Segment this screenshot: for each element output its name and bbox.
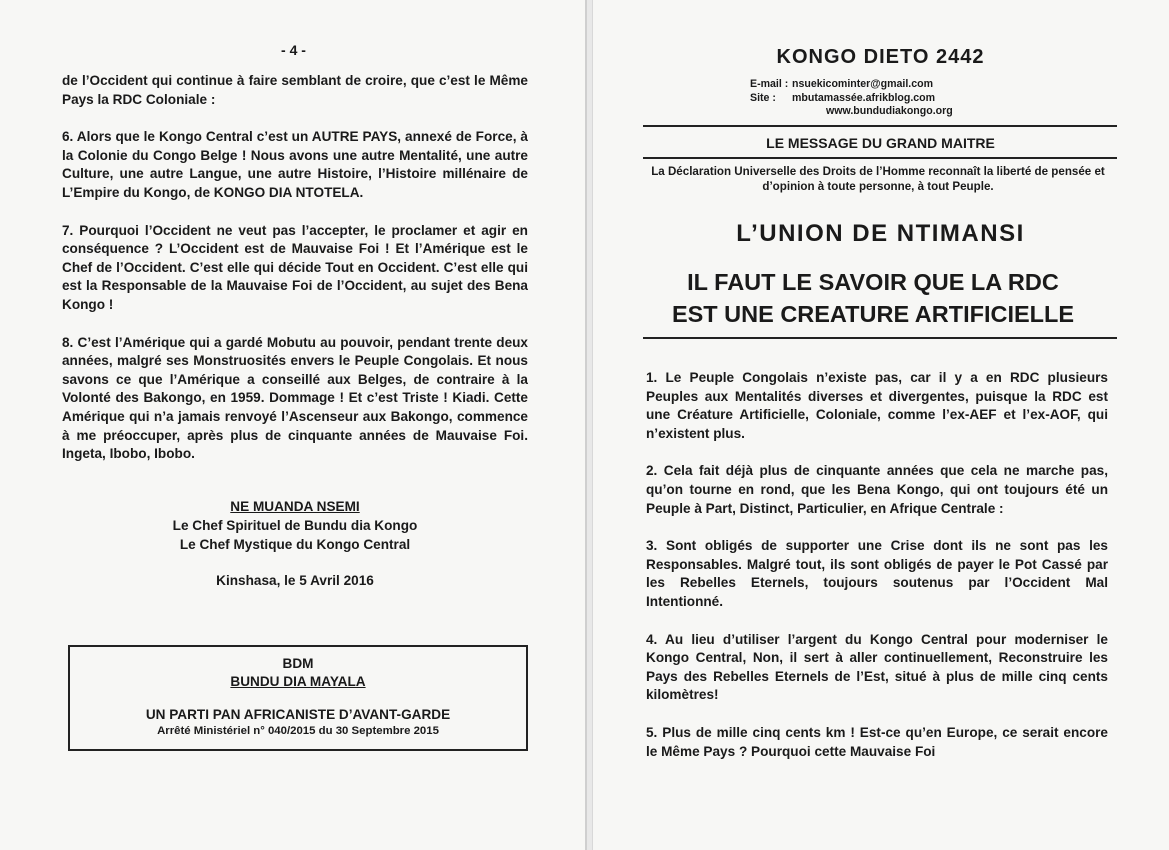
divider xyxy=(643,157,1117,159)
email-label: E-mail : xyxy=(750,78,789,90)
paragraph: 2. Cela fait déjà plus de cinquante années que cela ne marche pas, qu’on tourne en rond, que les Bena Kongo, qui ont toujours été un Peuple à Part, Distinct, Particulier, en Afrique Centrale : xyxy=(646,463,1108,516)
paragraph: 5. Plus de mille cinq cents km ! Est-ce qu’en Europe, ce serait encore le Même Pays ? Pourquoi cette Mauvaise Foi xyxy=(646,724,1108,759)
divider xyxy=(643,125,1117,127)
contact-block xyxy=(750,78,990,119)
declaration-text: La Déclaration Universelle des Droits de l’Homme reconnaît la liberté de pensée et d’opinion à toute personne, à tout Peuple. xyxy=(651,165,1105,193)
headline-line-1: IL FAUT LE SAVOIR QUE LA RDC xyxy=(687,269,1059,295)
message-heading: LE MESSAGE DU GRAND MAITRE xyxy=(766,135,995,151)
paragraph: 6. Alors que le Kongo Central c’est un AUTRE PAYS, annexé de Force, à la Colonie du Congo Belge ! Nous avons une autre Mentalité, une autre Culture, une autre Langue, une autre Histoire, l’Histoire millénaire de L’Empire du Kongo, de KONGO DIA NTOTELA. xyxy=(62,129,528,200)
newsletter-title: KONGO DIETO 2442 xyxy=(776,46,985,68)
headline-line-2: EST UNE CREATURE ARTIFICIELLE xyxy=(671,301,1075,327)
place-date: Kinshasa, le 5 Avril 2016 xyxy=(216,573,374,588)
bdm-box xyxy=(68,645,528,751)
bdm-arrete: Arrêté Ministériel n° 040/2015 du 30 Septembre 2015 xyxy=(157,725,439,737)
paragraph: 1. Le Peuple Congolais n’existe pas, car il y a en RDC plusieurs Peuples aux Mentalités diverses et divergentes, puisque la RDC est une Créature Artificielle, Coloniale, comme l’ex-AEF et l’ex-AOF, qui n’existent plus. xyxy=(646,370,1108,441)
right-text-column xyxy=(646,369,1108,780)
paragraph: 4. Au lieu d’utiliser l’argent du Kongo Central pour moderniser le Kongo Central, Non, il sert à aller continuellement, Reconstruire les Pays des Rebelles Eternels de l’Est, situé à plus de mille cinq cents kilomètres! xyxy=(646,631,1108,703)
paragraph: 7. Pourquoi l’Occident ne veut pas l’accepter, le proclamer et agir en conséquence ? L’Occident est de Mauvaise Foi ! Et l’Amérique est le Chef de l’Occident. C’est elle qui décide Tout en Occident. C’est elle qui est la Responsable de la Mauvaise Foi de l’Occident, au sujet des Bena Kongo ! xyxy=(62,222,528,312)
divider xyxy=(643,337,1117,339)
bdm-title: BDM xyxy=(282,656,314,671)
union-heading: L’UNION DE NTIMANSI xyxy=(736,220,1025,247)
paragraph: de l’Occident qui continue à faire semblant de croire, que c’est le Même Pays la RDC Coloniale : xyxy=(62,73,528,107)
signature-name: NE MUANDA NSEMI xyxy=(230,499,360,514)
signature-title-1: Le Chef Spirituel de Bundu dia Kongo xyxy=(172,518,418,533)
site-label: Site : xyxy=(750,91,776,104)
signature-title-2: Le Chef Mystique du Kongo Central xyxy=(179,537,411,552)
signature-block xyxy=(62,497,528,590)
bdm-subtitle: UN PARTI PAN AFRICANISTE D’AVANT-GARDE xyxy=(145,707,451,722)
email-address: nsuekicominter@gmail.com xyxy=(792,78,934,90)
bdm-name: BUNDU DIA MAYALA xyxy=(230,674,366,689)
paragraph: 3. Sont obligés de supporter une Crise dont ils ne sont pas les Responsables. Malgré tout, ils sont obligés de payer le Pot Cassé par les Rebelles Eternels, toujours soutenus par l’Occident Mal Intentionné. xyxy=(646,538,1108,609)
headline xyxy=(640,266,1106,330)
site-url-2: www.bundudiakongo.org xyxy=(826,105,953,117)
left-text-column xyxy=(62,72,528,483)
paragraph: 8. C’est l’Amérique qui a gardé Mobutu au pouvoir, pendant trente deux années, malgré ses Monstruosités envers le Peuple Congolais. Et nous savons ce que l’Amérique a conseillé aux Belges, de contraire à la Volonté des Bakongo, en 1959. Dommage ! Et c’est Triste ! Kiadi. Cette Amérique qui n’a jamais renvoyé l’Ascenseur aux Bakongo, commence à me préoccuper, après plus de cinquante années de Mauvaise Foi. Ingeta, Ibobo, Ibobo. xyxy=(62,334,528,462)
site-url-1: mbutamassée.afrikblog.com xyxy=(792,91,936,104)
page-number: - 4 - xyxy=(281,42,306,58)
